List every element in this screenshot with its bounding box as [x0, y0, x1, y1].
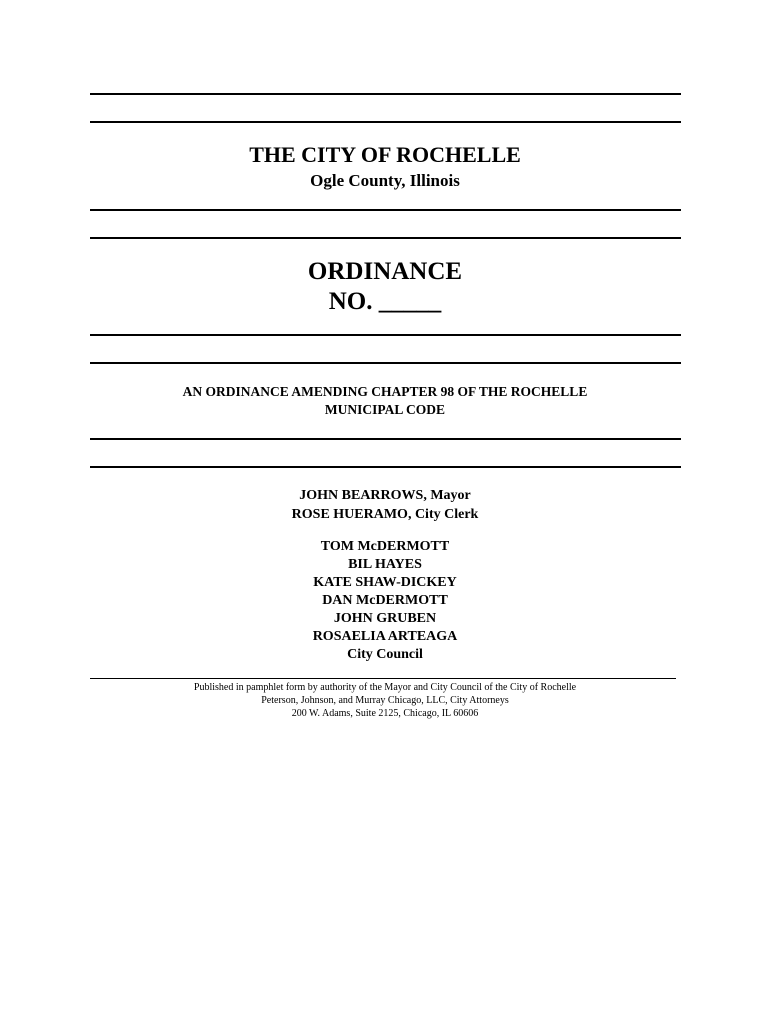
council-member: JOHN GRUBEN — [333, 611, 437, 626]
ordinance-heading: ORDINANCE — [307, 258, 463, 285]
ordinance-number: NO. _____ — [328, 288, 442, 315]
city-title: THE CITY OF ROCHELLE — [249, 142, 521, 167]
city-clerk-name: ROSE HUERAMO, City Clerk — [291, 507, 479, 522]
council-member: KATE SHAW-DICKEY — [313, 575, 457, 590]
mayor-name: JOHN BEARROWS, Mayor — [299, 488, 471, 503]
divider-rule — [90, 237, 681, 239]
divider-rule — [90, 362, 681, 364]
footer-publication-note: Published in pamphlet form by authority of the Mayor and City Council of the City of Rochelle — [193, 682, 577, 693]
council-member: DAN McDERMOTT — [322, 593, 448, 608]
footer-attorneys: Peterson, Johnson, and Murray Chicago, LLC, City Attorneys — [261, 695, 509, 706]
divider-rule — [90, 93, 681, 95]
footer-rule — [90, 678, 676, 679]
divider-rule — [90, 209, 681, 211]
council-member: BIL HAYES — [348, 557, 422, 572]
ordinance-description-line: MUNICIPAL CODE — [324, 402, 446, 417]
ordinance-description-line: AN ORDINANCE AMENDING CHAPTER 98 OF THE ROCHELLE — [182, 384, 588, 399]
divider-rule — [90, 121, 681, 123]
council-member: ROSAELIA ARTEAGA — [312, 629, 458, 644]
divider-rule — [90, 466, 681, 468]
divider-rule — [90, 438, 681, 440]
footer-address: 200 W. Adams, Suite 2125, Chicago, IL 60606 — [291, 708, 479, 719]
council-member: TOM McDERMOTT — [320, 539, 450, 554]
council-label: City Council — [347, 647, 423, 662]
county-line: Ogle County, Illinois — [310, 171, 460, 190]
divider-rule — [90, 334, 681, 336]
